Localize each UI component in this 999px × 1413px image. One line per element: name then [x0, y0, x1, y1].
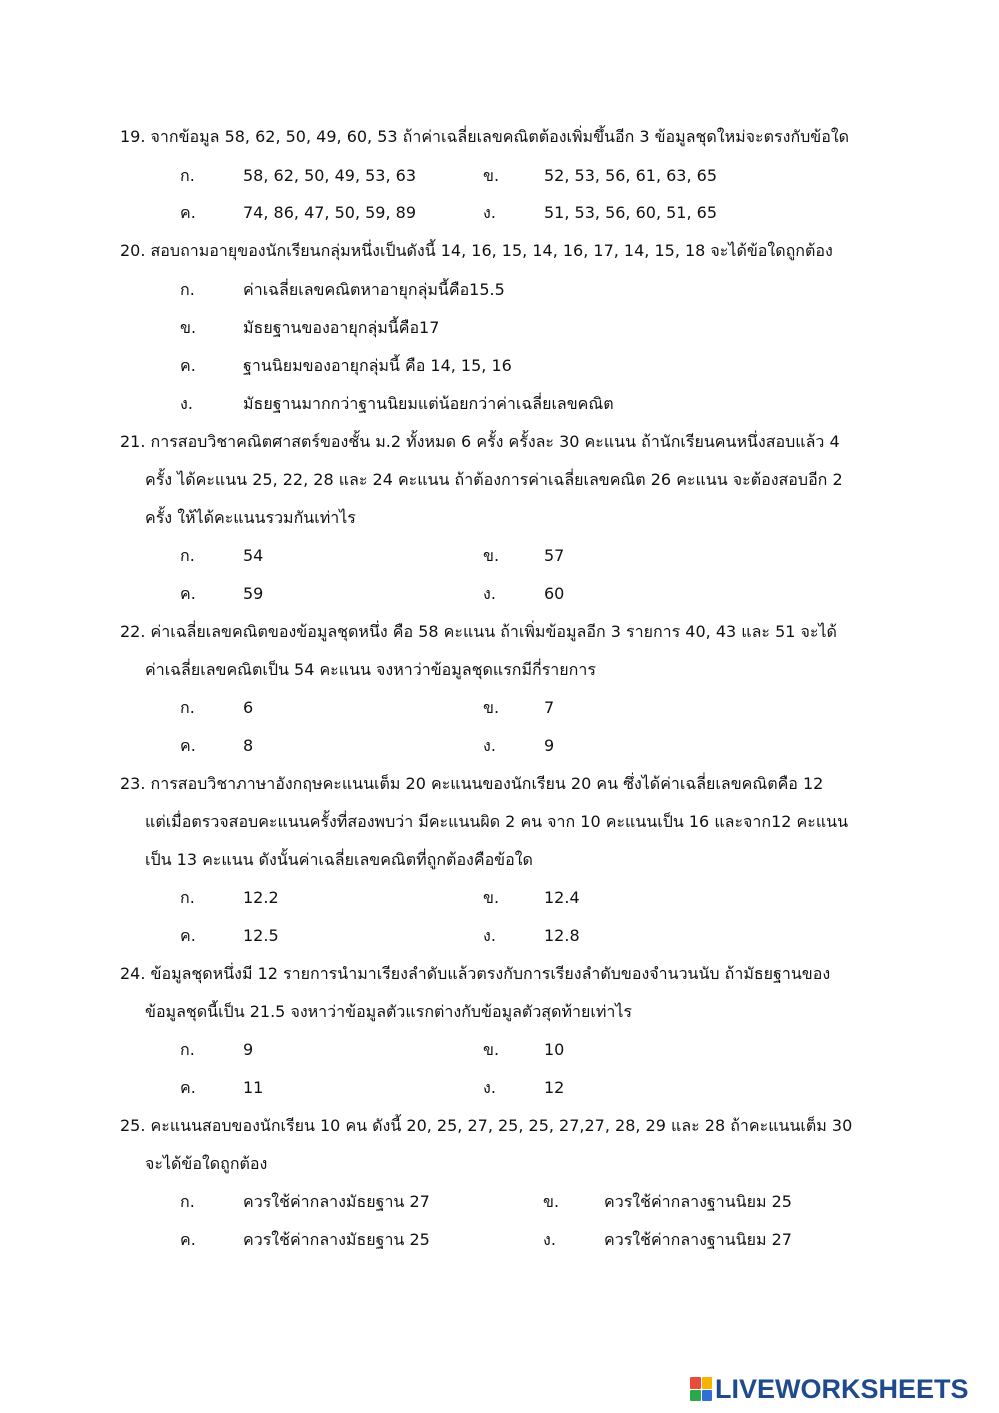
- choice-text: 9: [544, 736, 555, 755]
- choice-text: 60: [544, 584, 565, 603]
- choice-label: ค.: [180, 584, 196, 603]
- question-23-text: 23. การสอบวิชาภาษาอังกฤษคะแนนเต็ม 20 คะแนนของนักเรียน 20 คน ซึ่งได้ค่าเฉลี่ยเลขคณิตคือ 12: [120, 774, 824, 793]
- choice-text: 6: [243, 698, 254, 717]
- choice-label: ข.: [483, 1040, 500, 1059]
- choice-label: ข.: [543, 1192, 560, 1211]
- question-22-text-cont: ค่าเฉลี่ยเลขคณิตเป็น 54 คะแนน จงหาว่าข้อมูลชุดแรกมีกี่รายการ: [145, 660, 596, 679]
- choice-text: 12.4: [544, 888, 580, 907]
- choice-label: ค.: [180, 356, 196, 375]
- choice-label: ง.: [483, 926, 496, 945]
- choice-label: ข.: [483, 698, 500, 717]
- question-25-text: 25. คะแนนสอบของนักเรียน 10 คน ดังนี้ 20, 25, 27, 25, 25, 27,27, 28, 29 และ 28 ถ้าคะแนนเต็ม 30: [120, 1116, 853, 1135]
- choice-text: 51, 53, 56, 60, 51, 65: [544, 203, 718, 222]
- choice-text: ควรใช้ค่ากลางมัธยฐาน 27: [243, 1192, 430, 1211]
- choice-text: 52, 53, 56, 61, 63, 65: [544, 166, 718, 185]
- choice-text: มัธยฐานมากกว่าฐานนิยมแต่น้อยกว่าค่าเฉลี่ยเลขคณิต: [243, 394, 614, 413]
- logo-square-red: [690, 1377, 701, 1389]
- logo-square-blue: [702, 1390, 713, 1402]
- choice-label: ก.: [180, 1192, 195, 1211]
- question-20-text: 20. สอบถามอายุของนักเรียนกลุ่มหนึ่งเป็นดังนี้ 14, 16, 15, 14, 16, 17, 14, 15, 18 จะได้ข้อใดถูกต้อง: [120, 241, 833, 260]
- choice-label: ก.: [180, 698, 195, 717]
- question-24-text-cont: ข้อมูลชุดนี้เป็น 21.5 จงหาว่าข้อมูลตัวแรกต่างกับข้อมูลตัวสุดท้ายเท่าไร: [145, 1002, 633, 1021]
- question-24-text: 24. ข้อมูลชุดหนึ่งมี 12 รายการนำมาเรียงลำดับแล้วตรงกับการเรียงลำดับของจำนวนนับ ถ้ามัธยฐานของ: [120, 964, 831, 983]
- question-19-text: 19. จากข้อมูล 58, 62, 50, 49, 60, 53 ถ้าค่าเฉลี่ยเลขคณิตต้องเพิ่มขึ้นอีก 3 ข้อมูลชุดใหม่จะตรงกับข้อใด: [120, 127, 850, 146]
- choice-label: ง.: [483, 203, 496, 222]
- choice-text: 8: [243, 736, 254, 755]
- choice-text: 10: [544, 1040, 565, 1059]
- liveworksheets-icon: [690, 1377, 712, 1401]
- question-25-text-cont: จะได้ข้อใดถูกต้อง: [145, 1154, 268, 1173]
- question-21-text-cont: ครั้ง ได้คะแนน 25, 22, 28 และ 24 คะแนน ถ้าต้องการค่าเฉลี่ยเลขคณิต 26 คะแนน จะต้องสอบอีก 2: [145, 470, 843, 489]
- choice-text: ควรใช้ค่ากลางมัธยฐาน 25: [243, 1230, 430, 1249]
- choice-text: มัธยฐานของอายุกลุ่มนี้คือ17: [243, 318, 440, 337]
- choice-label: ข.: [180, 318, 197, 337]
- logo-square-green: [690, 1390, 701, 1402]
- choice-label: ก.: [180, 166, 195, 185]
- liveworksheets-wordmark: LIVEWORKSHEETS: [715, 1373, 969, 1404]
- choice-text: 12.5: [243, 926, 279, 945]
- choice-label: ข.: [483, 166, 500, 185]
- question-23-text-cont: เป็น 13 คะแนน ดังนั้นค่าเฉลี่ยเลขคณิตที่ถูกต้องคือข้อใด: [145, 850, 533, 869]
- choice-label: ง.: [483, 584, 496, 603]
- choice-label: ก.: [180, 546, 195, 565]
- choice-text: 54: [243, 546, 264, 565]
- choice-text: ควรใช้ค่ากลางฐานนิยม 25: [604, 1192, 792, 1211]
- choice-text: 58, 62, 50, 49, 53, 63: [243, 166, 417, 185]
- choice-label: ข.: [483, 888, 500, 907]
- choice-text: 9: [243, 1040, 254, 1059]
- question-22-text: 22. ค่าเฉลี่ยเลขคณิตของข้อมูลชุดหนึ่ง คือ 58 คะแนน ถ้าเพิ่มข้อมูลอีก 3 รายการ 40, 43 และ 51 จะได้: [120, 622, 837, 641]
- choice-text: 59: [243, 584, 264, 603]
- choice-label: ง.: [543, 1230, 556, 1249]
- choice-label: ข.: [483, 546, 500, 565]
- question-23-text-cont: แต่เมื่อตรวจสอบคะแนนครั้งที่สองพบว่า มีคะแนนผิด 2 คน จาก 10 คะแนนเป็น 16 และจาก12 คะแนน: [145, 812, 849, 831]
- choice-text: 7: [544, 698, 555, 717]
- choice-text: ควรใช้ค่ากลางฐานนิยม 27: [604, 1230, 792, 1249]
- choice-text: 11: [243, 1078, 264, 1097]
- question-21-text-cont: ครั้ง ให้ได้คะแนนรวมกันเท่าไร: [145, 508, 356, 527]
- choice-label: ง.: [180, 394, 193, 413]
- choice-label: ง.: [483, 1078, 496, 1097]
- logo-square-yellow: [702, 1377, 713, 1389]
- choice-label: ค.: [180, 926, 196, 945]
- choice-label: ก.: [180, 888, 195, 907]
- choice-text: 74, 86, 47, 50, 59, 89: [243, 203, 417, 222]
- choice-text: 12.2: [243, 888, 279, 907]
- choice-label: ง.: [483, 736, 496, 755]
- choice-text: ค่าเฉลี่ยเลขคณิตหาอายุกลุ่มนี้คือ15.5: [243, 280, 505, 299]
- question-21-text: 21. การสอบวิชาคณิตศาสตร์ของชั้น ม.2 ทั้งหมด 6 ครั้ง ครั้งละ 30 คะแนน ถ้านักเรียนคนหนึ่งสอบแล้ว 4: [120, 432, 840, 451]
- choice-text: 12: [544, 1078, 565, 1097]
- choice-label: ค.: [180, 1078, 196, 1097]
- choice-text: 12.8: [544, 926, 580, 945]
- choice-label: ค.: [180, 1230, 196, 1249]
- choice-text: 57: [544, 546, 565, 565]
- choice-label: ก.: [180, 1040, 195, 1059]
- liveworksheets-logo: [690, 1374, 969, 1404]
- choice-label: ก.: [180, 280, 195, 299]
- choice-label: ค.: [180, 203, 196, 222]
- choice-text: ฐานนิยมของอายุกลุ่มนี้ คือ 14, 15, 16: [243, 356, 512, 375]
- choice-label: ค.: [180, 736, 196, 755]
